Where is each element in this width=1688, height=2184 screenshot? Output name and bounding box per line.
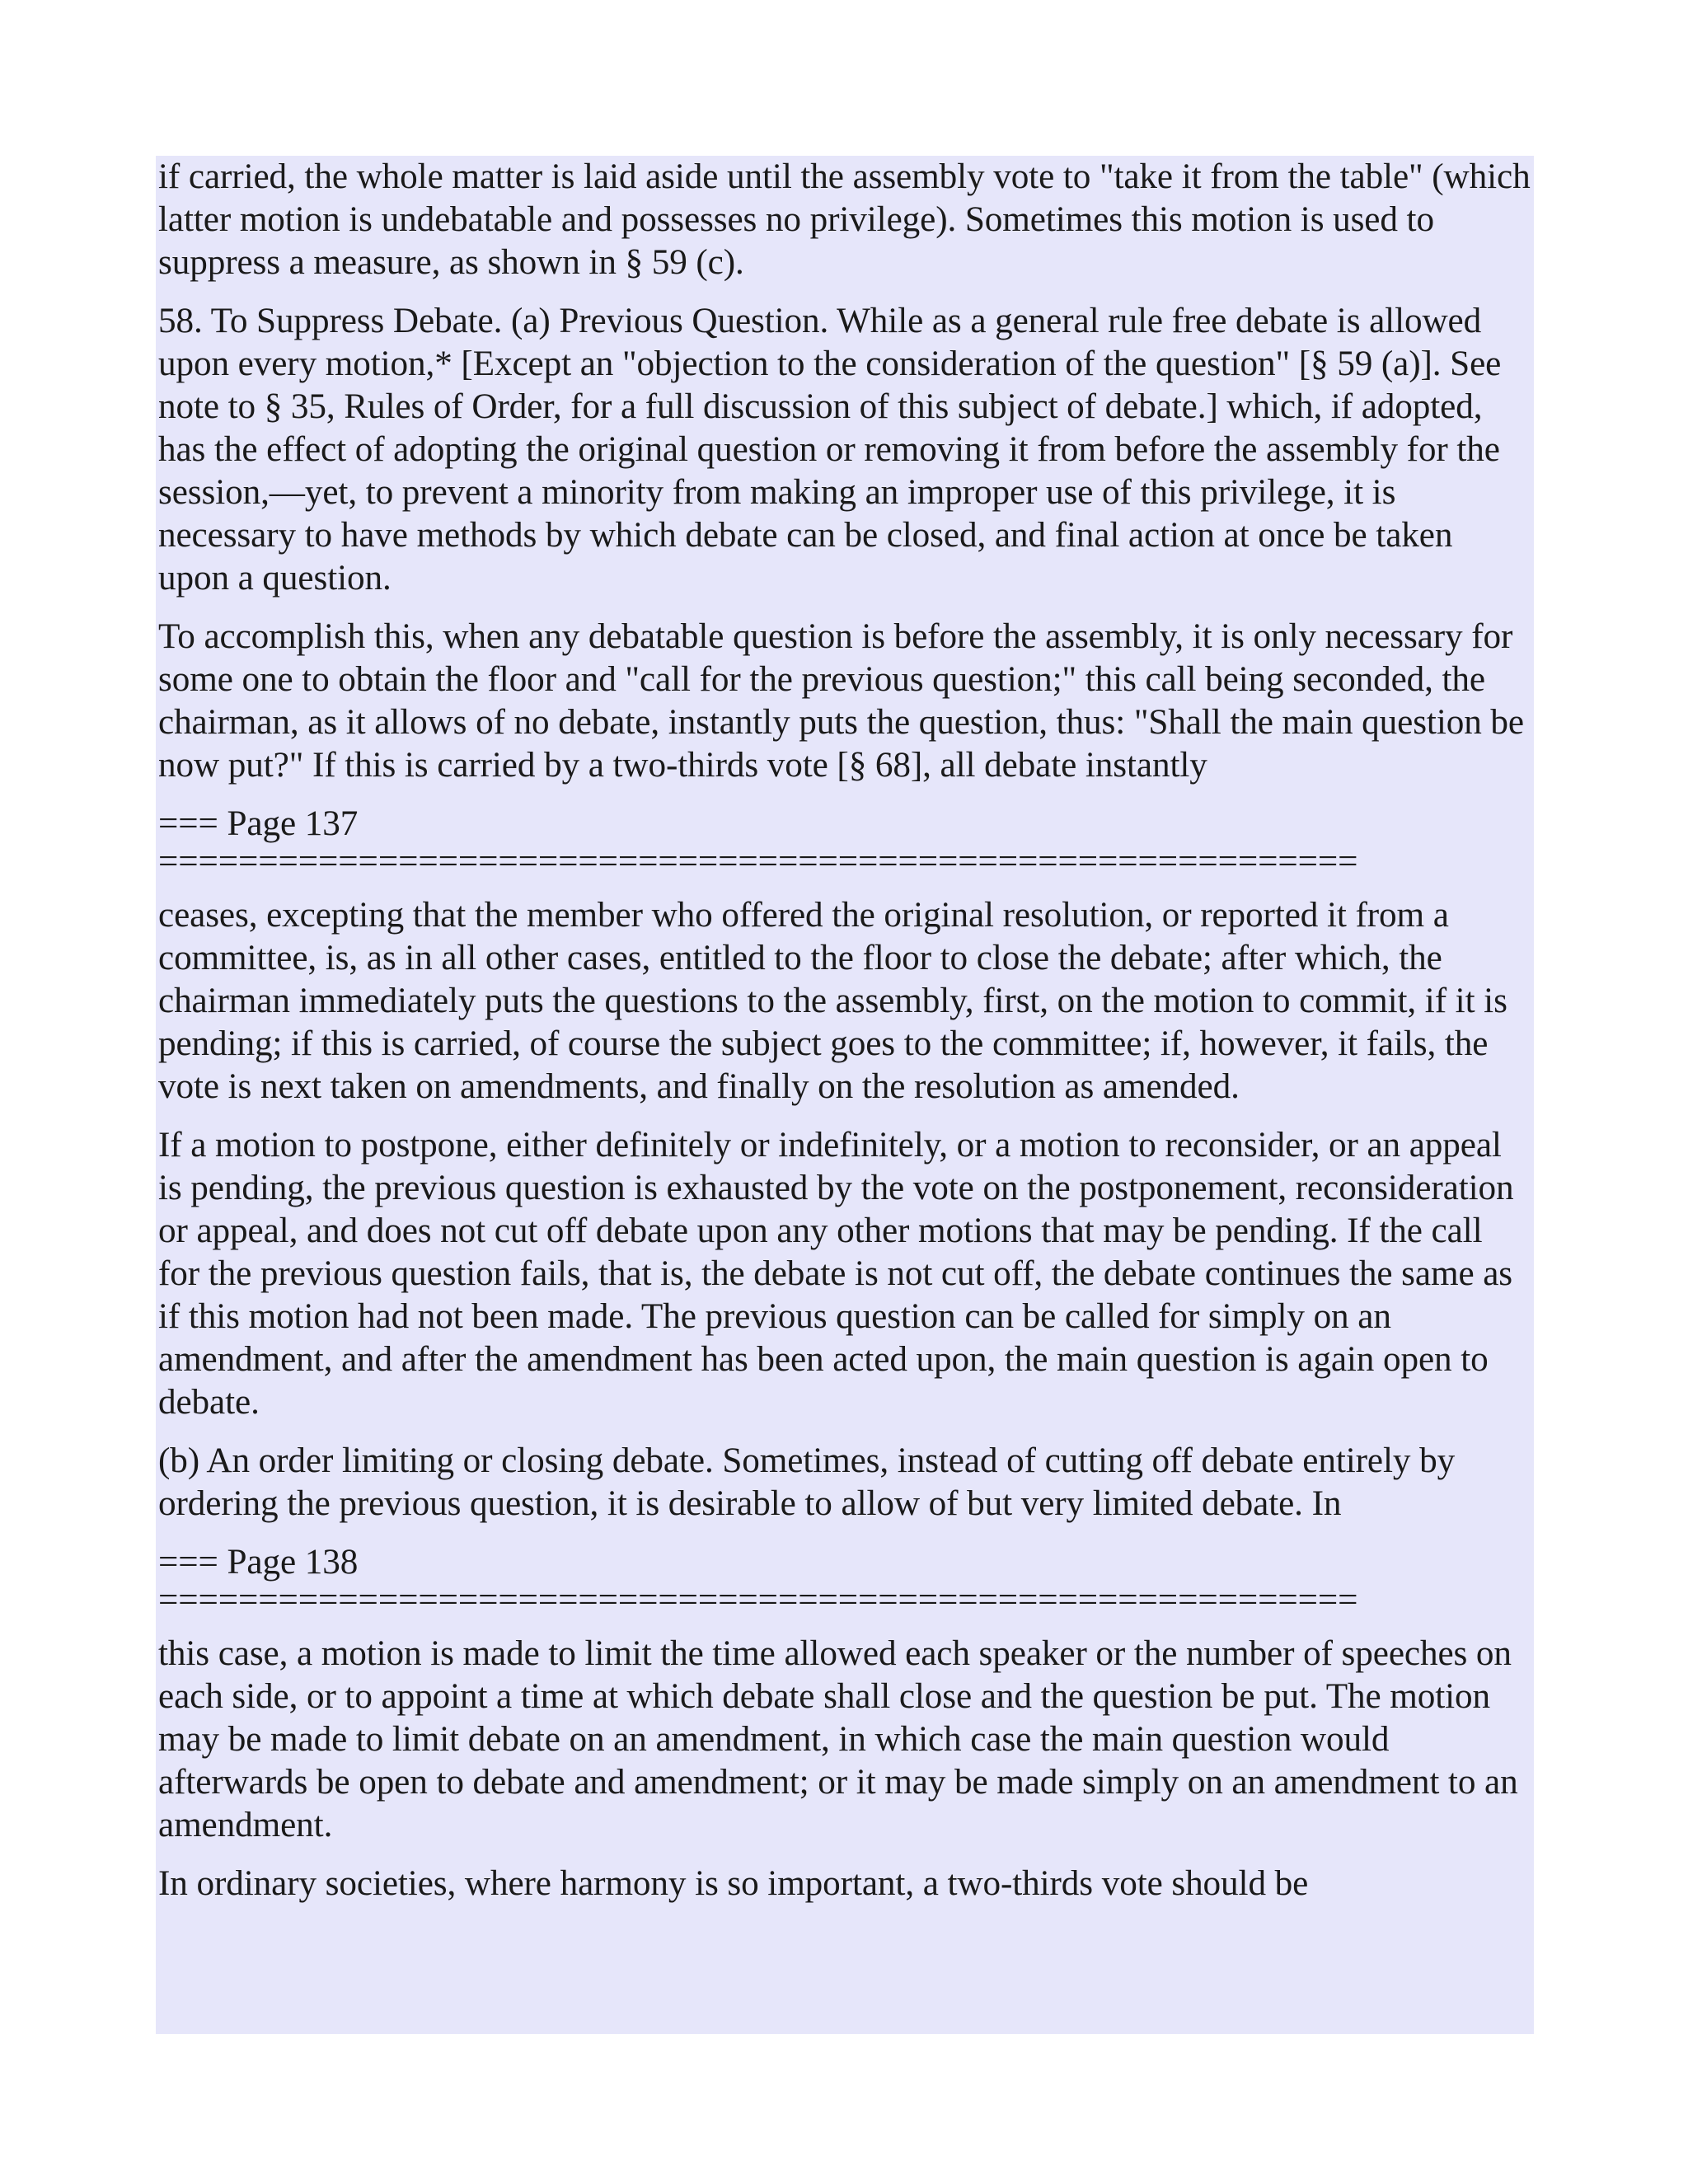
page-number-label: === Page 138: [158, 1543, 359, 1582]
paragraph: If a motion to postpone, either definitely or indefinitely, or a motion to reconsider, or an appeal is pending, the previous question is exhausted by the vote on the postponement, reconsideration or appeal, and does not cut off debate upon any other motions that may be pending. If the call for the previous question fails, that is, the debate is not cut off, the debate continues the same as if this motion had not been made. The previous question can be called for simply on an amendment, and after the amendment has been acted upon, the main question is again open to debate.: [158, 1126, 1514, 1422]
paragraph: (b) An order limiting or closing debate. Sometimes, instead of cutting off debate entirely by ordering the previous question, it is desirable to allow of but very limited debate. In: [158, 1441, 1456, 1523]
page-number-label: === Page 137: [158, 804, 359, 843]
page-marker-137: [158, 803, 1531, 879]
paragraph: this case, a motion is made to limit the time allowed each speaker or the number of speeches on each side, or to appoint a time at which debate shall close and the question be put. The motion may be made to limit debate on an amendment, in which case the main question would afterwards be open to debate and amendment; or it may be made simply on an amendment to an amendment.: [158, 1634, 1518, 1844]
paragraph: To accomplish this, when any debatable question is before the assembly, it is only necessary for some one to obtain the floor and "call for the previous question;" this call being seconded, the chairman, as it allows of no debate, instantly puts the question, thus: "Shall the main question be now put?" If this is carried by a two-thirds vote [§ 68], all debate instantly: [158, 617, 1524, 785]
page-marker-138: [158, 1541, 1531, 1617]
document-text-block: [156, 156, 1534, 2034]
paragraph: 58. To Suppress Debate. (a) Previous Question. While as a general rule free debate is allowed upon every motion,* [Except an "objection to the consideration of the question" [§ 59 (a)]. See note to § 35, Rules of Order, for a full discussion of this subject of debate.] which, if adopted, has the effect of adopting the original question or removing it from before the assembly for the session,—yet, to prevent a minority from making an improper use of this privilege, it is necessary to have methods by which debate can be closed, and final action at once be taken upon a question.: [158, 302, 1502, 598]
page-separator-rule: ============================================================: [158, 1584, 1358, 1617]
paragraph: if carried, the whole matter is laid aside until the assembly vote to "take it from the table" (which latter motion is undebatable and possesses no privilege). Sometimes this motion is used to suppress a measure, as shown in § 59 (c).: [158, 157, 1531, 282]
page-separator-rule: ============================================================: [158, 846, 1358, 879]
paragraph: In ordinary societies, where harmony is so important, a two-thirds vote should be: [158, 1864, 1309, 1903]
paragraph: ceases, excepting that the member who offered the original resolution, or reported it from a committee, is, as in all other cases, entitled to the floor to close the debate; after which, the chairman immediately puts the questions to the assembly, first, on the motion to commit, if it is pending; if this is carried, of course the subject goes to the committee; if, however, it fails, the vote is next taken on amendments, and finally on the resolution as amended.: [158, 896, 1507, 1106]
